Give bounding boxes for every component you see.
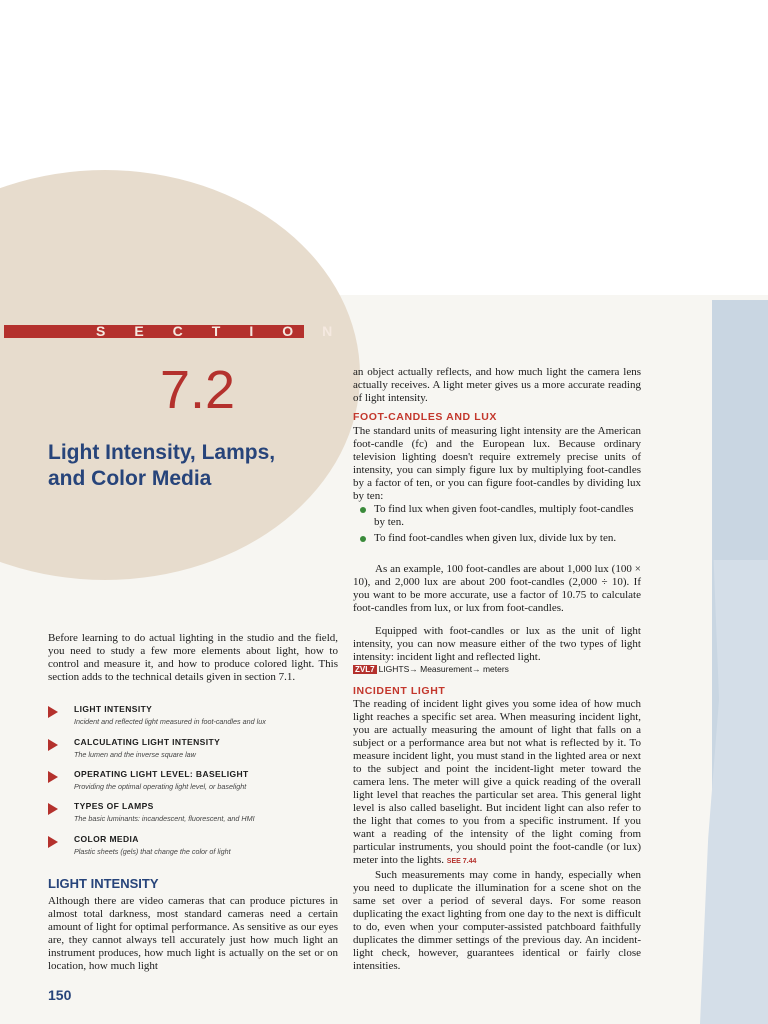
example-paragraph: As an example, 100 foot-candles are about 1,000 lux (100 × 10), and 2,000 lux are about 200 foot-candles (2,000 ÷ 10). If you want to be more accurate, use a factor of 10.75 to calculate foot-candles from lux, or lux from foot-candles. (353, 563, 641, 614)
intro-paragraph: Before learning to do actual lighting in the studio and the field, you need to study a few more elements about light, how to control and measure it, and how to produce colored light. This section adds to the technical details given in section 7.1. (48, 632, 338, 683)
light-intensity-heading: LIGHT INTENSITY (48, 876, 159, 891)
page-number: 150 (48, 987, 72, 1003)
incident-light-text: The reading of incident light gives you some idea of how much light reaches a specific set area. When measuring incident light, you are actually measuring the amount of light that falls on a subject or a performance area but not what is reflected by it. To measure incident light, you must stand in the lighted area or next to the subject and point the incident-light meter toward the camera lens. The meter will give a quick reading of the overall light level that reaches the particular set area. This general light level is also called baselight. But incident light can also refer to the light that comes to you from a specific instrument. If you want a reading of the intensity of the light coming from particular instruments, you should point the foot-candle (or lux) meter into the lights. (353, 698, 641, 866)
topic-title: TYPES OF LAMPS (74, 801, 154, 811)
incident-light-heading: INCIDENT LIGHT (353, 685, 446, 697)
figure-reference: SEE 7.44 (446, 858, 477, 865)
bullet-text: To find lux when given foot-candles, multiply foot-candles by ten. (374, 503, 634, 528)
zvl-path: LIGHTS→ Measurement→ meters (378, 664, 509, 674)
topic-subtitle: The lumen and the inverse square law (74, 750, 196, 759)
topic-title: CALCULATING LIGHT INTENSITY (74, 737, 221, 747)
light-intensity-paragraph: Although there are video cameras that can produce pictures in almost total darkness, most standard cameras need a certain amount of light for optimal performance. As sensitive as our eyes are, they cannot always tell accurately just how much light an instrument produces, how much light is actually on the set or on location, how much light (48, 895, 338, 972)
incident-light-paragraph (353, 698, 641, 868)
green-bullet-icon (360, 536, 366, 542)
bullet-text: To find foot-candles when given lux, divide lux by ten. (374, 532, 617, 544)
topic-subtitle: The basic luminants: incandescent, fluorescent, and HMI (74, 814, 255, 823)
section-title: Light Intensity, Lamps, and Color Media (48, 441, 276, 490)
zvl-badge: ZVL7 (355, 665, 375, 674)
measurement-paragraph: Equipped with foot-candles or lux as the unit of light intensity, you can now measure either of the two types of light intensity: incident light and reflected light. (353, 625, 641, 663)
topic-title: LIGHT INTENSITY (74, 704, 153, 714)
foot-candles-heading: FOOT-CANDLES AND LUX (353, 411, 498, 423)
topic-subtitle: Providing the optimal operating light level, or baselight (74, 782, 247, 791)
triangle-bullet-icon (48, 739, 58, 751)
triangle-bullet-icon (48, 836, 58, 848)
topic-subtitle: Incident and reflected light measured in foot-candles and lux (74, 717, 266, 726)
topic-title: OPERATING LIGHT LEVEL: BASELIGHT (74, 769, 249, 779)
triangle-bullet-icon (48, 803, 58, 815)
zvl-reference[interactable] (353, 664, 509, 674)
triangle-bullet-icon (48, 706, 58, 718)
foot-candles-paragraph: The standard units of measuring light intensity are the American foot-candle (fc) and the European lux. Because ordinary television lighting doesn't require extremely precise units of intensity, you can simply figure lux by multiplying foot-candles by a factor of ten, or you can figure foot-candles by dividing lux by ten: (353, 425, 641, 502)
green-bullet-icon (360, 507, 366, 513)
topic-title: COLOR MEDIA (74, 834, 139, 844)
topic-subtitle: Plastic sheets (gels) that change the color of light (74, 847, 231, 856)
section-number: 7.2 (160, 360, 236, 420)
duplication-paragraph: Such measurements may come in handy, especially when you need to duplicate the illumination for a scene shot on the same set over a period of several days. For some reason duplicating the exact lighting from one day to the next is difficult to do, even when your computer-assisted patchboard faithfully duplicates the dimmer settings of the previous day. An incident-light check, however, guarantees identical or fairly close intensities. (353, 869, 641, 972)
triangle-bullet-icon (48, 771, 58, 783)
section-label: SECTION (96, 323, 362, 339)
continued-paragraph: an object actually reflects, and how much light the camera lens actually receives. A light meter gives us a more accurate reading of light intensity. (353, 366, 641, 404)
